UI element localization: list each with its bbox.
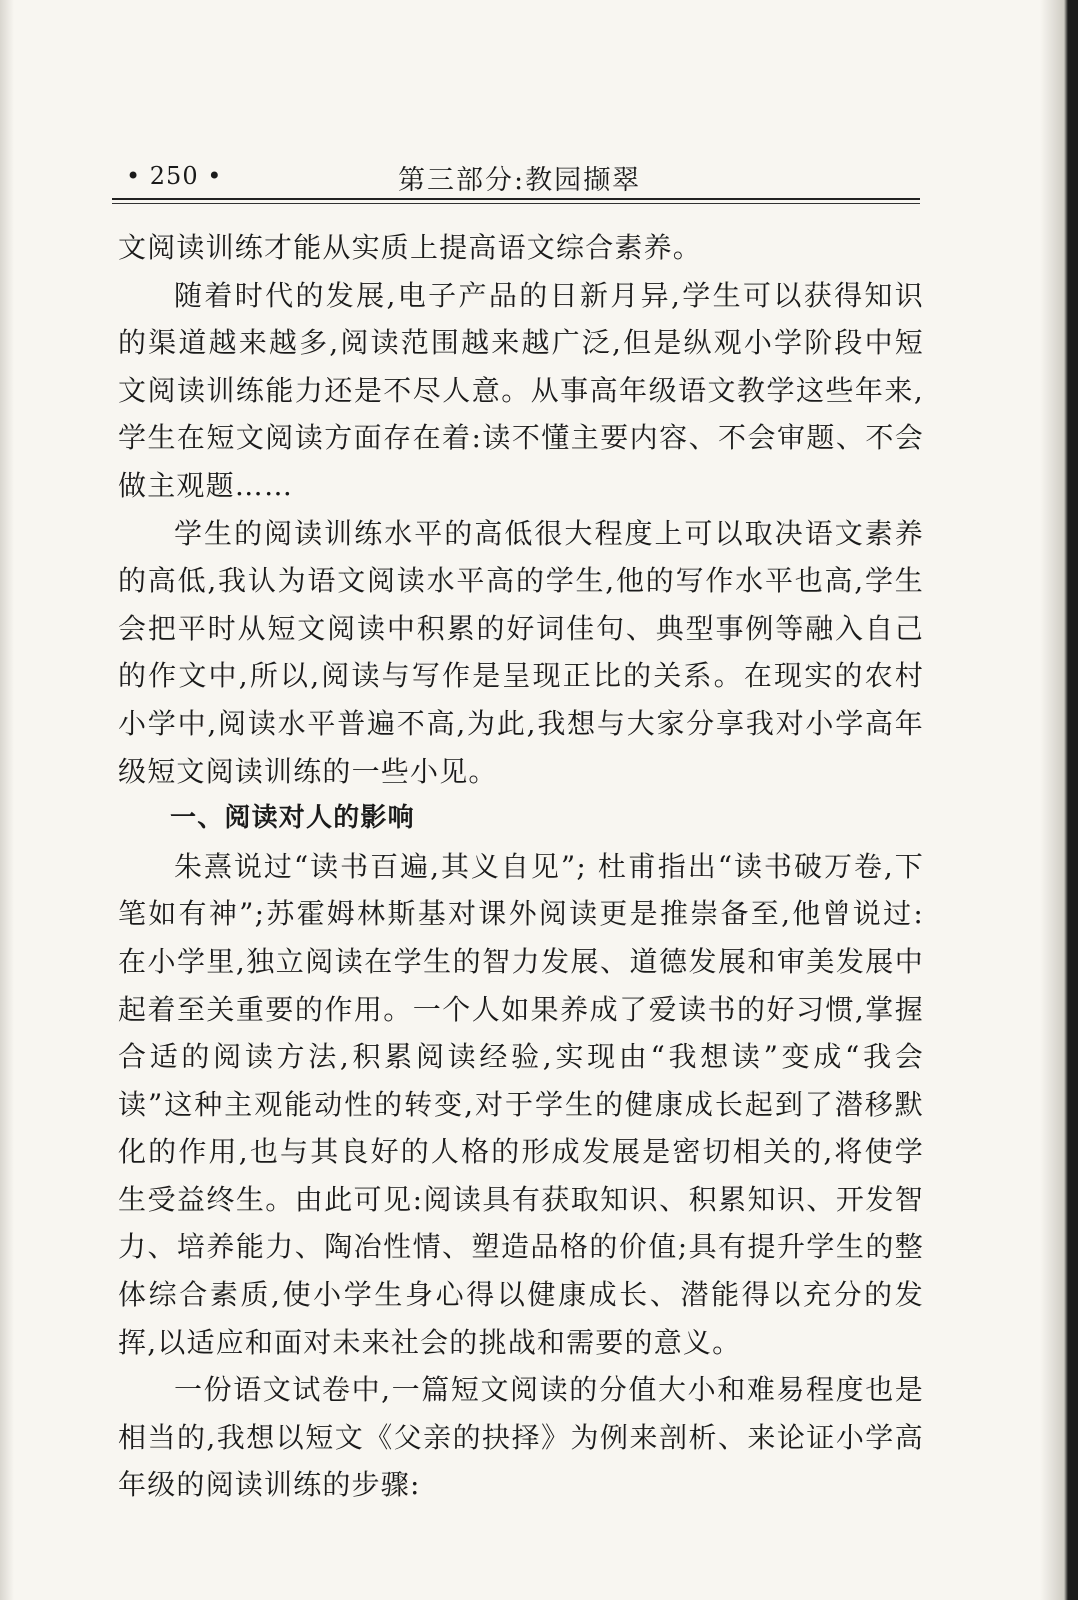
page-edge-left xyxy=(0,0,14,1600)
paragraph-continued: 文阅读训练才能从实质上提高语文综合素养。 xyxy=(118,231,703,264)
page-edge-right xyxy=(1040,0,1078,1600)
page-header xyxy=(118,158,918,194)
page-number: • 250 • xyxy=(126,162,223,190)
header-rule xyxy=(112,198,920,200)
paragraph: 朱熹说过“读书百遍,其义自见”; 杜甫指出“读书破万卷,下笔如有神”;苏霍姆林斯基对课外阅读更是推崇备至,他曾说过:在小学里,独立阅读在学生的智力发展、道德发展和审美发展中起着至关重要的作用。一个人如果养成了爱读书的好习惯,掌握合适的阅读方法,积累阅读经验,实现由“我想读”变成“我会读”这种主观能动性的转变,对于学生的健康成长起到了潜移默化的作用,也与其良好的人格的形成发展是密切相关的,将使学生受益终生。由此可见:阅读具有获取知识、积累知识、开发智力、培养能力、陶冶性情、塑造品格的价值;具有提升学生的整体综合素质,使小学生身心得以健康成长、潜能得以充分的发挥,以适应和面对未来社会的挑战和需要的意义。 xyxy=(118,849,924,1359)
body-text xyxy=(118,224,924,1509)
paragraph: 一份语文试卷中,一篇短文阅读的分值大小和难易程度也是相当的,我想以短文《父亲的抉择》为例来剖析、来论证小学高年级的阅读训练的步骤: xyxy=(118,1373,924,1502)
running-title: 第三部分:教园撷翠 xyxy=(398,165,642,196)
header-rule-thin xyxy=(112,203,920,204)
section-heading: 一、阅读对人的影响 xyxy=(170,803,415,834)
paragraph: 随着时代的发展,电子产品的日新月异,学生可以获得知识的渠道越来越多,阅读范围越来越广泛,但是纵观小学阶段中短文阅读训练能力还是不尽人意。从事高年级语文教学这些年来,学生在短文阅读方面存在着:读不懂主要内容、不会审题、不会做主观题…… xyxy=(118,278,924,502)
paragraph: 学生的阅读训练水平的高低很大程度上可以取决语文素养的高低,我认为语文阅读水平高的学生,他的写作水平也高,学生会把平时从短文阅读中积累的好词佳句、典型事例等融入自己的作文中,所以,阅读与写作是呈现正比的关系。在现实的农村小学中,阅读水平普遍不高,为此,我想与大家分享我对小学高年级短文阅读训练的一些小见。 xyxy=(118,516,924,788)
